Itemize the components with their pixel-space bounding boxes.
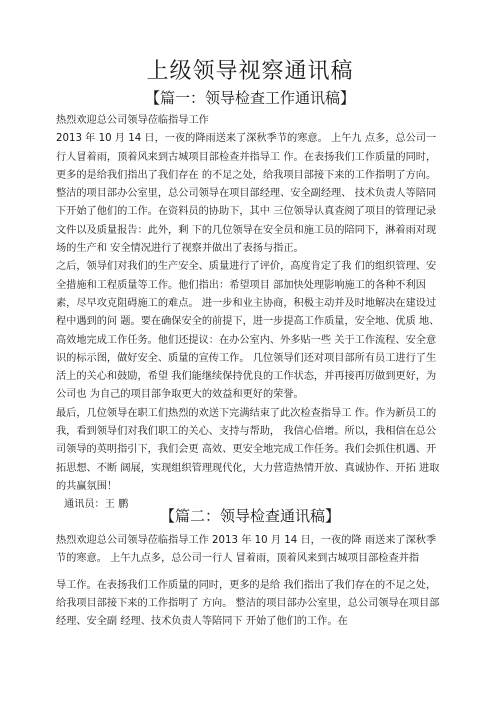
correspondent-line: 通讯员：王 鹏 — [64, 499, 129, 511]
section-2-body — [56, 532, 446, 631]
section-2-heading: 【篇二：领导检查通讯稿】 — [159, 507, 340, 525]
section-1-paragraph-4: 之后，领导们对我们的生产安全、质量进行了评价，高度肯定了我 们的组织管理、安全措施和工程质量等工作。他们指出：希望项目 部加快处理影响施工的各种不利因素，尽早攻克阻碍施工的难点。 进一步和业主协商，积极主动并及时地解决在建设过程中遇到的问 题。要在确保安全的前提下，进一步提高工作质量，安全地、优质 地、高效地完成工作任务。他们还提议：在办公室内、外多贴一些 关于工作流程、安全意识的标示图，做好安全、质量的宣传工作。 几位领导们还对项目部所有员工进行了生活上的关心和鼓励，希望 我们能继续保持优良的工作状态，并再接再厉做到更好，为公司也 为自己的项目部争取更大的效益和更好的荣誉。 — [56, 261, 440, 401]
section-1-paragraph-5: 最后，几位领导在职工们热烈的欢送下完满结束了此次检查指导工 作。作为新员工的我，看到领导们对我们职工的关心、支持与帮助， 我信心倍增。所以，我相信在总公司领导的英明指引下，我们会更 高效、更安全地完成工作任务。我们会抓住机遇、开拓思想、不断 阔展，实现组织管理现代化，大力营造热情开放、真诚协作、开拓 进取的共赢氛围！ — [56, 407, 440, 492]
section-1-heading: 【篇一：领导检查工作通讯稿】 — [144, 89, 355, 107]
section-1-paragraph-1: 热烈欢迎总公司领导莅临指导工作 — [56, 115, 209, 126]
section-1-body — [56, 112, 446, 515]
section-2-paragraph-1: 热烈欢迎总公司领导莅临指导工作 2013 年 10 月 14 日，一夜的降 雨送来了深秋季节的寒意。 上午九点多，总公司一行人 冒着雨，顶着风来到古城项目部检查并指 — [56, 535, 437, 565]
document-title: 上级领导视察通讯稿 — [146, 59, 354, 84]
section-2-paragraph-2: 导工作。在表扬我们工作质量的同时，更多的是给 我们指出了我们存在的不足之处，给我项目部接下来的工作指明了 方向。 整洁的项目部办公室里，总公司领导在项目部经理、安全副 经理、技术负责人等陪同下 开始了他们的工作。在 — [56, 579, 440, 628]
section-1-paragraph-3: 整洁的项目部办公室里，总公司领导在项目部经理、安全副经理、 技术负责人等陪同下开始了他们的工作。在资料员的协助下，其中 三位领导认真查阅了项目的管理记录文件以及质量报告：此外，剩 下的几位领导在安全员和施工员的陪同下，淋着雨对现场的生产和 安全情况进行了视察并做出了表扬与指正。 — [56, 188, 437, 255]
section-1-paragraph-2: 2013 年 10 月 14 日，一夜的降雨送来了深秋季节的寒意。 上午九 点多，总公司一行人冒着雨，顶着风来到古城项目部检查并指导工 作。在表扬我们工作质量的同时，更多的是给我们指出了我们存在 的不足之处，给我项目部接下来的工作指明了方向。 — [56, 133, 437, 181]
